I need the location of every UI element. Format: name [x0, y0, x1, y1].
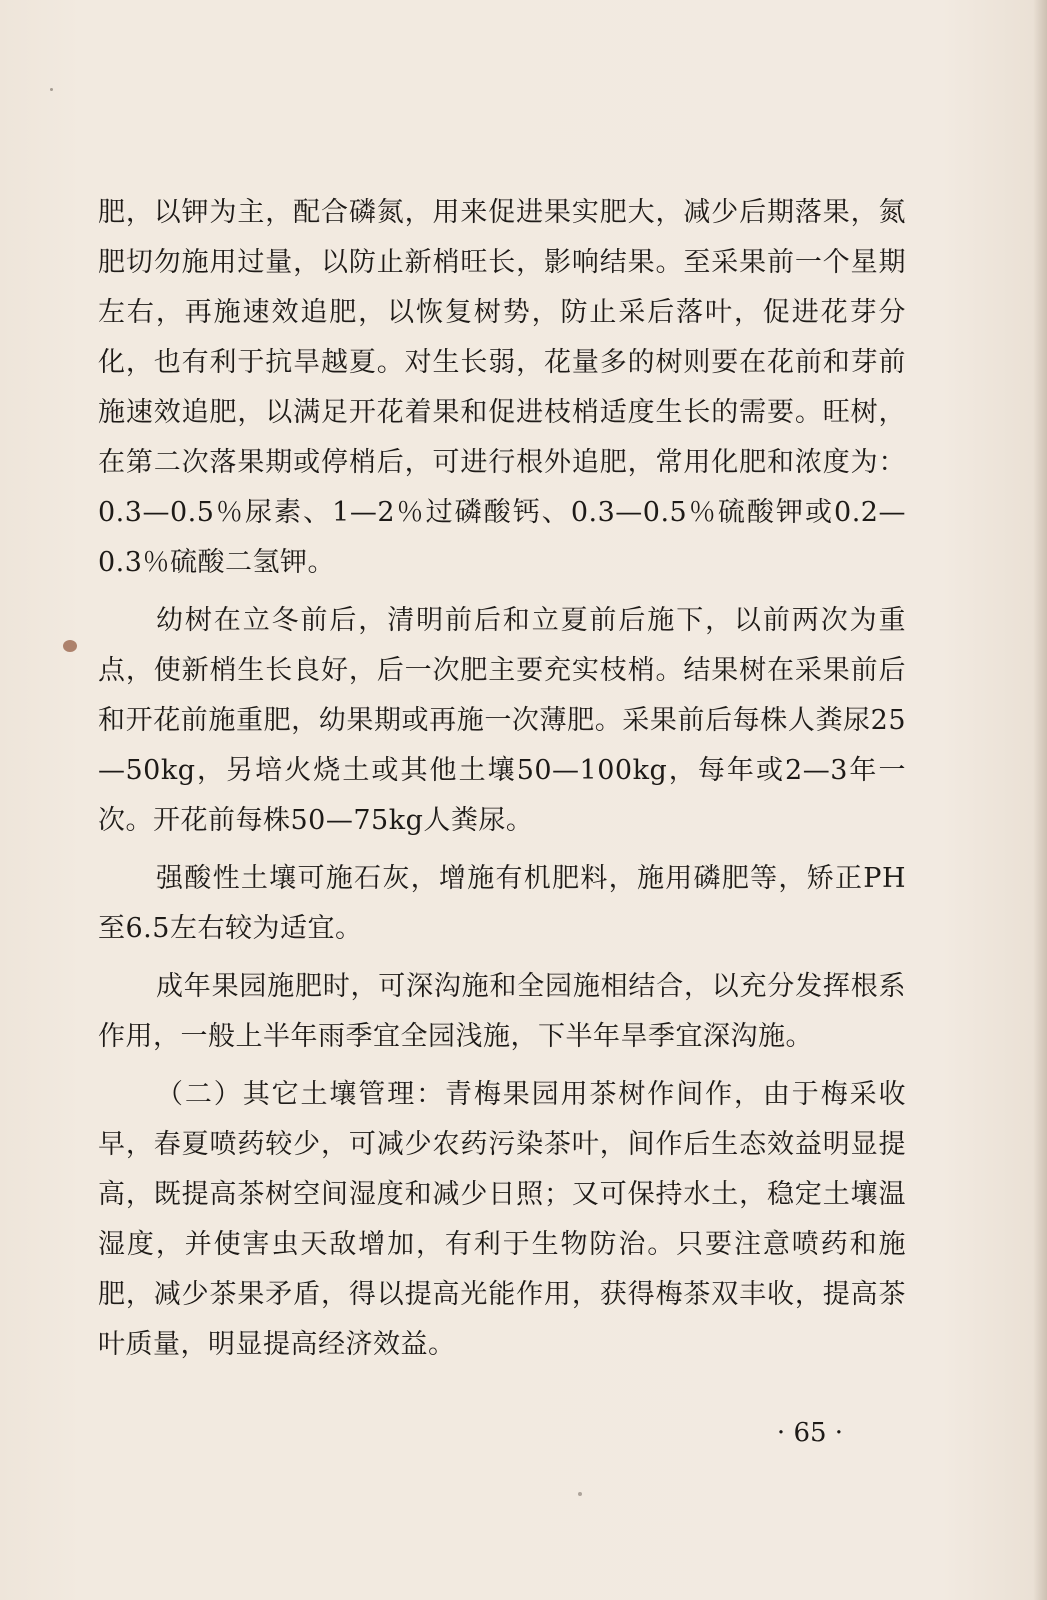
paragraph-acid-soil: 强酸性土壤可施石灰，增施有机肥料，施用磷肥等，矫正PH至6.5左右较为适宜。 [98, 863, 906, 944]
page-number: · 65 · [776, 1418, 844, 1448]
paper-speck [50, 88, 53, 91]
page-edge-shadow [1033, 0, 1047, 1600]
paragraph-young-trees: 幼树在立冬前后，清明前后和立夏前后施下，以前两次为重点，使新梢生长良好，后一次肥主要充实枝梢。结果树在采果前后和开花前施重肥，幼果期或再施一次薄肥。采果前后每株人粪尿25—50kg，另培火烧土或其他土壤50—100kg，每年或2—3年一次。开花前每株50—75kg人粪尿。 [98, 605, 906, 836]
paper-speck [578, 1492, 582, 1496]
paragraph-fertilizer-continued: 肥，以钾为主，配合磷氮，用来促进果实肥大，减少后期落果，氮肥切勿施用过量，以防止新梢旺长，影响结果。至采果前一个星期左右，再施速效追肥，以恢复树势，防止采后落叶，促进花芽分化，也有利于抗旱越夏。对生长弱，花量多的树则要在花前和芽前施速效追肥，以满足开花着果和促进枝梢适度生长的需要。旺树，在第二次落果期或停梢后，可进行根外追肥，常用化肥和浓度为：0.3—0.5％尿素、1—2％过磷酸钙、0.3—0.5％硫酸钾或0.2—0.3％硫酸二氢钾。 [98, 197, 906, 578]
paper-stain [63, 640, 77, 652]
paragraph-other-soil-management: （二）其它土壤管理：青梅果园用茶树作间作，由于梅采收早，春夏喷药较少，可减少农药污染茶叶，间作后生态效益明显提高，既提高茶树空间湿度和减少日照；又可保持水土，稳定土壤温湿度，并使害虫天敌增加，有利于生物防治。只要注意喷药和施肥，减少茶果矛盾，得以提高光能作用，获得梅茶双丰收，提高茶叶质量，明显提高经济效益。 [98, 1079, 906, 1360]
paragraph-mature-orchard: 成年果园施肥时，可深沟施和全园施相结合，以充分发挥根系作用，一般上半年雨季宜全园浅施，下半年旱季宜深沟施。 [98, 971, 906, 1052]
body-text [98, 188, 906, 1378]
